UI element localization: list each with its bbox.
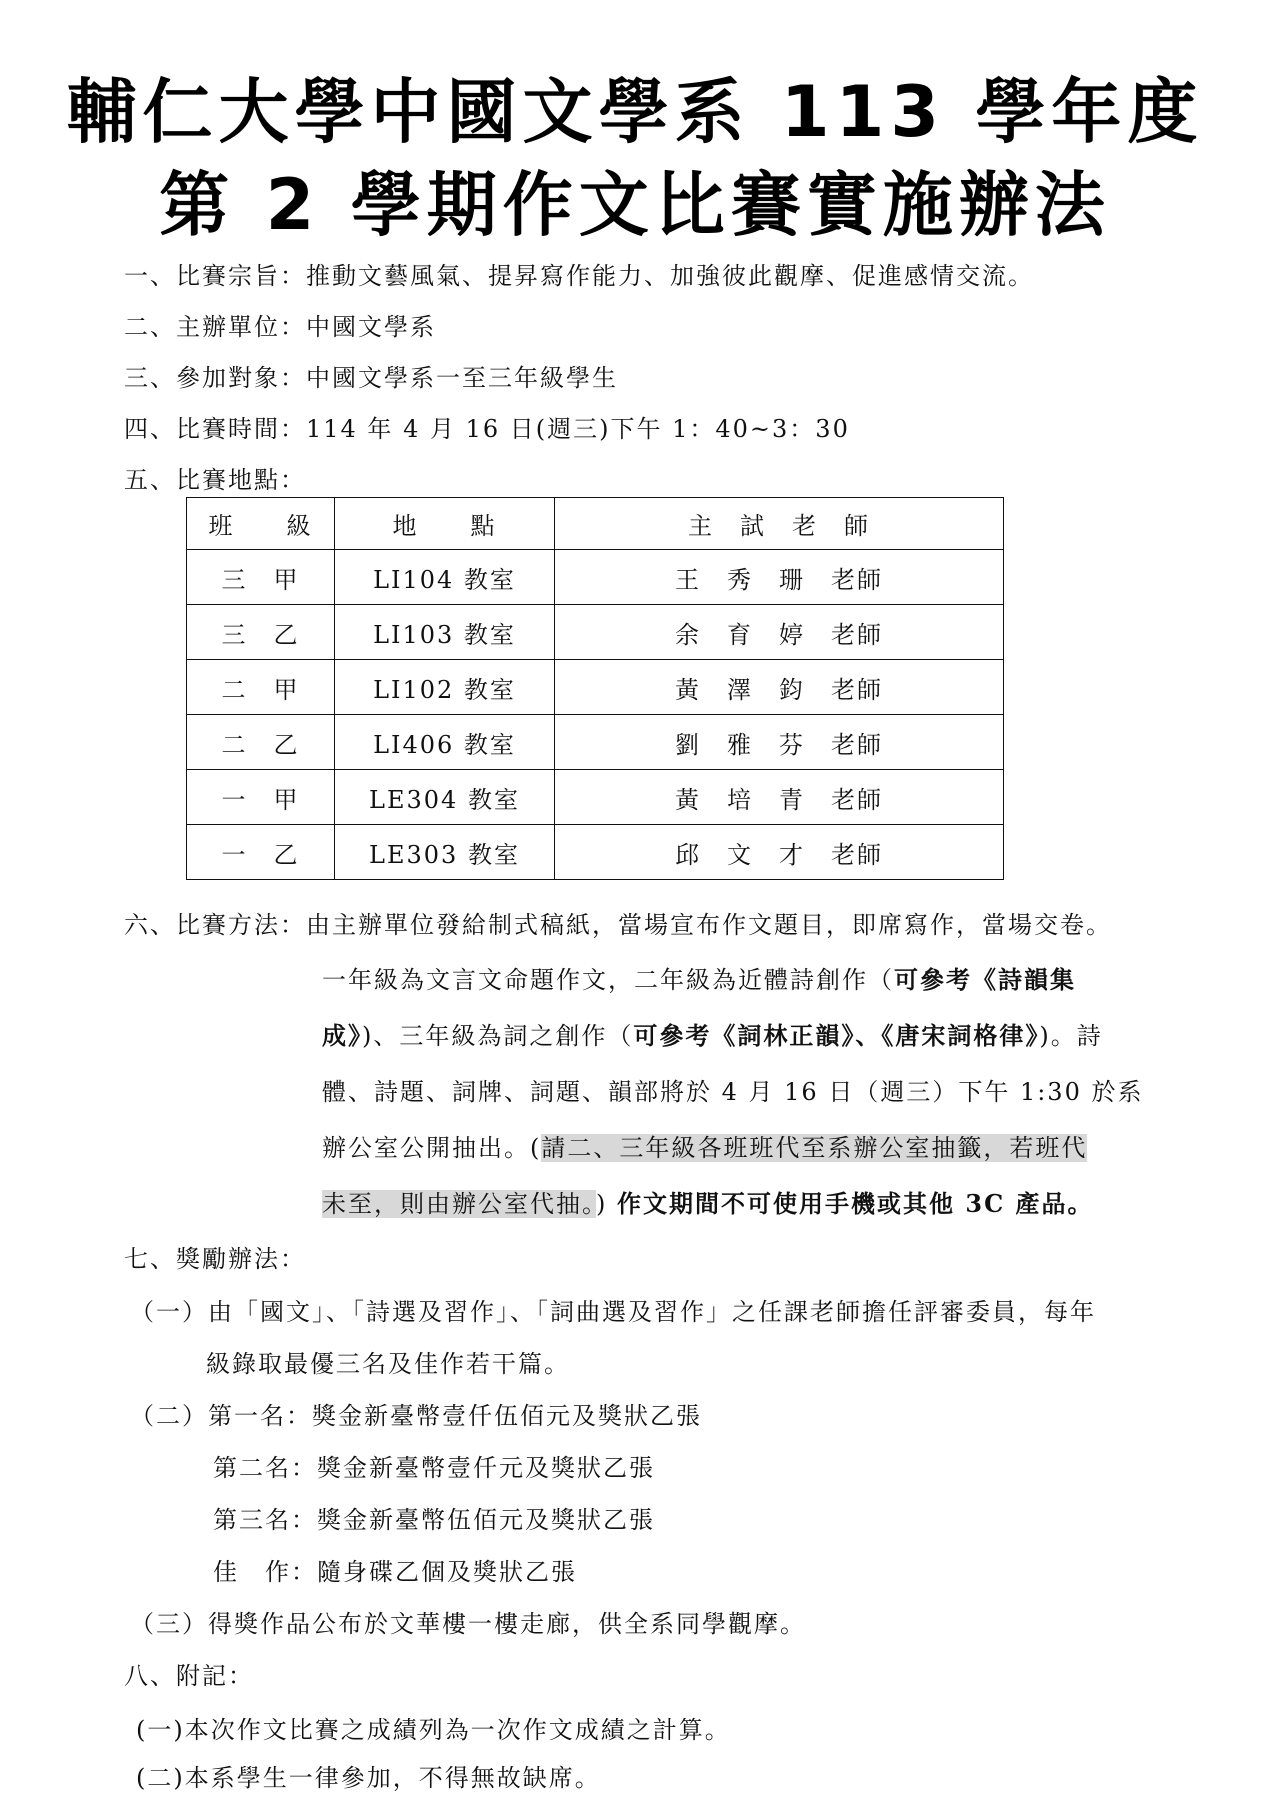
cell-room: LI406 教室 — [335, 715, 555, 770]
cell-room: LI102 教室 — [335, 660, 555, 715]
bold-text-span: 可參考《詞林正韻》、《唐宋詞格律》 — [633, 1021, 1040, 1050]
highlighted-text: 請二、三年級各班班代至系辦公室抽籤，若班代 — [541, 1134, 1088, 1162]
awards-third-place: 第三名：獎金新臺幣伍佰元及獎狀乙張 — [213, 1506, 655, 1534]
header-room: 地 點 — [335, 498, 555, 550]
section-method-line-6 — [322, 1187, 1094, 1221]
document-title-line-2: 第 2 學期作文比賽實施辦法 — [159, 164, 1111, 246]
bold-text-span: 成》 — [322, 1021, 362, 1050]
highlighted-text: 未至，則由辦公室代抽。 — [322, 1190, 596, 1218]
awards-item-3: （三）得獎作品公布於文華樓一樓走廊，供全系同學觀摩。 — [130, 1610, 806, 1638]
table-row — [187, 660, 1004, 715]
cell-teacher: 王 秀 珊 老師 — [555, 550, 1004, 605]
cell-teacher: 劉 雅 芬 老師 — [555, 715, 1004, 770]
cell-room: LI103 教室 — [335, 605, 555, 660]
table-row — [187, 605, 1004, 660]
text-span: )。詩 — [1039, 1022, 1103, 1050]
awards-item-1-line-2: 級錄取最優三名及佳作若干篇。 — [206, 1350, 570, 1378]
section-method — [124, 908, 1112, 942]
cell-teacher: 余 育 婷 老師 — [555, 605, 1004, 660]
section-venue: 五、比賽地點： — [124, 466, 306, 494]
awards-honorable-mention: 佳 作：隨身碟乙個及獎狀乙張 — [213, 1558, 577, 1586]
cell-teacher: 邱 文 才 老師 — [555, 825, 1004, 880]
cell-room: LE304 教室 — [335, 770, 555, 825]
section-method-line-5 — [322, 1131, 1087, 1165]
table-row — [187, 770, 1004, 825]
bold-text-span: 可參考《詩韻集 — [894, 965, 1076, 994]
section-participants: 三、參加對象：中國文學系一至三年級學生 — [124, 364, 618, 392]
venue-table-header-row — [187, 498, 1004, 550]
text-span: 一年級為文言文命題作文，二年級為近體詩創作（ — [322, 966, 894, 994]
document-title-line-1: 輔仁大學中國文學系 113 學年度 — [66, 71, 1204, 153]
venue-table — [186, 497, 1004, 880]
section-notes: 八、附記： — [124, 1662, 254, 1690]
text-span: 辦公室公開抽出。( — [322, 1134, 542, 1162]
section-purpose: 一、比賽宗旨：推動文藝風氣、提昇寫作能力、加強彼此觀摩、促進感情交流。 — [124, 262, 1034, 290]
table-row — [187, 825, 1004, 880]
cell-teacher: 黃 澤 鈞 老師 — [555, 660, 1004, 715]
section-method-line-1: 由主辦單位發給制式稿紙，當場宣布作文題目，即席寫作，當場交卷。 — [306, 911, 1112, 939]
header-class: 班 級 — [187, 498, 335, 550]
awards-item-1-line-1: （一）由「國文」、「詩選及習作」、「詞曲選及習作」之任課老師擔任評審委員，每年 — [130, 1298, 1096, 1326]
cell-class: 三 甲 — [187, 550, 335, 605]
table-row — [187, 715, 1004, 770]
notes-item-2: (二)本系學生一律參加，不得無故缺席。 — [136, 1764, 601, 1792]
bold-text-span: 作文期間不可使用手機或其他 3C 產品。 — [617, 1189, 1094, 1218]
cell-class: 一 乙 — [187, 825, 335, 880]
cell-class: 三 乙 — [187, 605, 335, 660]
section-method-line-4: 體、詩題、詞牌、詞題、韻部將於 4 月 16 日（週三）下午 1:30 於系 — [322, 1078, 1144, 1106]
awards-first-place: （二）第一名：獎金新臺幣壹仟伍佰元及獎狀乙張 — [130, 1402, 702, 1430]
section-organizer: 二、主辦單位：中國文學系 — [124, 313, 436, 341]
cell-class: 二 乙 — [187, 715, 335, 770]
section-method-line-3 — [322, 1019, 1103, 1053]
notes-item-1: (一)本次作文比賽之成績列為一次作文成績之計算。 — [136, 1716, 731, 1744]
section-awards: 七、獎勵辦法： — [124, 1245, 306, 1273]
section-time: 四、比賽時間：114 年 4 月 16 日(週三)下午 1：40~3：30 — [124, 415, 850, 443]
section-method-line-2 — [322, 963, 1076, 997]
cell-class: 二 甲 — [187, 660, 335, 715]
section-method-lead: 六、比賽方法： — [124, 911, 306, 939]
cell-class: 一 甲 — [187, 770, 335, 825]
awards-second-place: 第二名：獎金新臺幣壹仟元及獎狀乙張 — [213, 1454, 655, 1482]
cell-room: LE303 教室 — [335, 825, 555, 880]
text-span: ) — [596, 1190, 608, 1218]
header-teacher: 主 試 老 師 — [555, 498, 1004, 550]
cell-teacher: 黃 培 青 老師 — [555, 770, 1004, 825]
cell-room: LI104 教室 — [335, 550, 555, 605]
table-row — [187, 550, 1004, 605]
text-span: )、三年級為詞之創作（ — [362, 1022, 634, 1050]
